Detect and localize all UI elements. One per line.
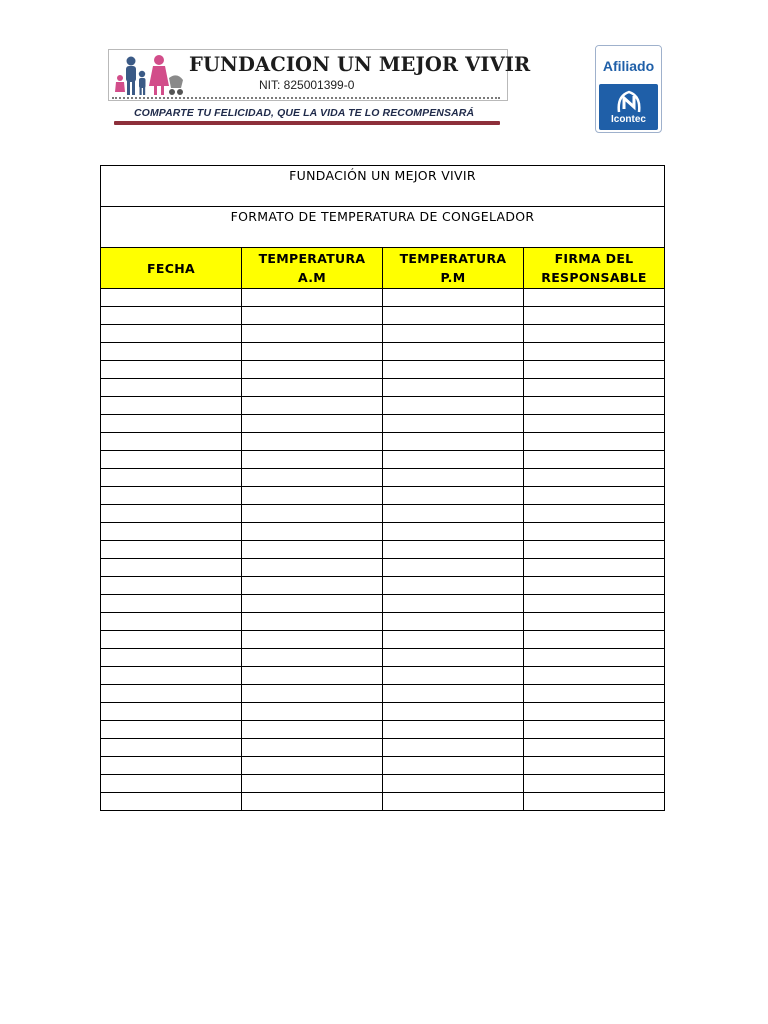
temp-pm-cell[interactable] bbox=[383, 613, 524, 631]
column-header-temp-am bbox=[242, 248, 383, 289]
temp-am-cell[interactable] bbox=[242, 379, 383, 397]
temp-am-cell[interactable] bbox=[242, 397, 383, 415]
temp-am-cell[interactable] bbox=[242, 289, 383, 307]
temp-pm-cell[interactable] bbox=[383, 757, 524, 775]
table-row bbox=[101, 415, 665, 433]
signature-cell[interactable] bbox=[524, 667, 665, 685]
temp-am-cell[interactable] bbox=[242, 739, 383, 757]
table-row bbox=[101, 541, 665, 559]
temperature-log-table bbox=[100, 165, 665, 811]
date-cell[interactable] bbox=[101, 343, 242, 361]
table-row bbox=[101, 685, 665, 703]
date-cell[interactable] bbox=[101, 613, 242, 631]
temp-pm-cell[interactable] bbox=[383, 469, 524, 487]
table-row bbox=[101, 667, 665, 685]
signature-cell[interactable] bbox=[524, 613, 665, 631]
icontec-logo-icon bbox=[615, 88, 643, 114]
date-cell[interactable] bbox=[101, 361, 242, 379]
table-row bbox=[101, 649, 665, 667]
form-subtitle: FORMATO DE TEMPERATURA DE CONGELADOR bbox=[230, 209, 535, 224]
temp-am-cell[interactable] bbox=[242, 415, 383, 433]
temp-am-cell[interactable] bbox=[242, 613, 383, 631]
temp-am-cell[interactable] bbox=[242, 559, 383, 577]
signature-cell[interactable] bbox=[524, 721, 665, 739]
table-row bbox=[101, 397, 665, 415]
column-header-row bbox=[101, 248, 665, 289]
temp-am-cell[interactable] bbox=[242, 307, 383, 325]
temp-am-cell[interactable] bbox=[242, 361, 383, 379]
table-row bbox=[101, 325, 665, 343]
date-cell[interactable] bbox=[101, 523, 242, 541]
temp-pm-cell[interactable] bbox=[383, 523, 524, 541]
signature-cell[interactable] bbox=[524, 307, 665, 325]
temp-am-cell[interactable] bbox=[242, 685, 383, 703]
column-header-temp-pm-line1: TEMPERATURA bbox=[399, 251, 507, 266]
badge-header bbox=[596, 46, 661, 86]
date-cell[interactable] bbox=[101, 505, 242, 523]
temp-am-cell[interactable] bbox=[242, 505, 383, 523]
table-row bbox=[101, 721, 665, 739]
temp-pm-cell[interactable] bbox=[383, 415, 524, 433]
temp-pm-cell[interactable] bbox=[383, 487, 524, 505]
date-cell[interactable] bbox=[101, 757, 242, 775]
badge-brand: Icontec bbox=[610, 114, 646, 125]
table-row bbox=[101, 361, 665, 379]
temp-pm-cell[interactable] bbox=[383, 685, 524, 703]
temp-am-cell[interactable] bbox=[242, 487, 383, 505]
table-row bbox=[101, 595, 665, 613]
banner-divider bbox=[112, 97, 500, 99]
date-cell[interactable] bbox=[101, 325, 242, 343]
temp-pm-cell[interactable] bbox=[383, 325, 524, 343]
temp-pm-cell[interactable] bbox=[383, 307, 524, 325]
signature-cell[interactable] bbox=[524, 361, 665, 379]
temp-pm-cell[interactable] bbox=[383, 361, 524, 379]
temp-pm-cell[interactable] bbox=[383, 739, 524, 757]
table-row bbox=[101, 487, 665, 505]
signature-cell[interactable] bbox=[524, 649, 665, 667]
form-title-cell bbox=[101, 166, 665, 207]
date-cell[interactable] bbox=[101, 415, 242, 433]
temp-am-cell[interactable] bbox=[242, 667, 383, 685]
date-cell[interactable] bbox=[101, 289, 242, 307]
temp-am-cell[interactable] bbox=[242, 649, 383, 667]
table-row bbox=[101, 343, 665, 361]
date-cell[interactable] bbox=[101, 307, 242, 325]
organization-name: FUNDACION UN MEJOR VIVIR bbox=[189, 53, 531, 76]
temp-pm-cell[interactable] bbox=[383, 343, 524, 361]
affiliation-badge bbox=[595, 45, 662, 133]
temp-pm-cell[interactable] bbox=[383, 703, 524, 721]
table-row bbox=[101, 631, 665, 649]
column-header-temp-pm bbox=[383, 248, 524, 289]
slogan: COMPARTE TU FELICIDAD, QUE LA VIDA TE LO RECOMPENSARÁ bbox=[134, 107, 475, 119]
table-row bbox=[101, 613, 665, 631]
table-row bbox=[101, 559, 665, 577]
temp-am-cell[interactable] bbox=[242, 523, 383, 541]
temp-pm-cell[interactable] bbox=[383, 595, 524, 613]
temp-pm-cell[interactable] bbox=[383, 775, 524, 793]
temp-am-cell[interactable] bbox=[242, 703, 383, 721]
temp-am-cell[interactable] bbox=[242, 343, 383, 361]
date-cell[interactable] bbox=[101, 469, 242, 487]
column-header-date bbox=[101, 248, 242, 289]
temp-pm-cell[interactable] bbox=[383, 379, 524, 397]
date-cell[interactable] bbox=[101, 397, 242, 415]
temp-am-cell[interactable] bbox=[242, 469, 383, 487]
temp-am-cell[interactable] bbox=[242, 577, 383, 595]
date-cell[interactable] bbox=[101, 379, 242, 397]
date-cell[interactable] bbox=[101, 433, 242, 451]
signature-cell[interactable] bbox=[524, 703, 665, 721]
signature-cell[interactable] bbox=[524, 343, 665, 361]
signature-cell[interactable] bbox=[524, 775, 665, 793]
date-cell[interactable] bbox=[101, 775, 242, 793]
signature-cell[interactable] bbox=[524, 415, 665, 433]
organization-banner bbox=[108, 49, 531, 101]
date-cell[interactable] bbox=[101, 703, 242, 721]
tax-id: NIT: 825001399-0 bbox=[259, 78, 355, 92]
signature-cell[interactable] bbox=[524, 595, 665, 613]
form-subtitle-cell bbox=[101, 207, 665, 248]
temp-pm-cell[interactable] bbox=[383, 577, 524, 595]
date-cell[interactable] bbox=[101, 487, 242, 505]
temp-am-cell[interactable] bbox=[242, 325, 383, 343]
temp-pm-cell[interactable] bbox=[383, 721, 524, 739]
signature-cell[interactable] bbox=[524, 487, 665, 505]
date-cell[interactable] bbox=[101, 721, 242, 739]
temp-pm-cell[interactable] bbox=[383, 793, 524, 811]
signature-cell[interactable] bbox=[524, 631, 665, 649]
signature-cell[interactable] bbox=[524, 523, 665, 541]
temp-pm-cell[interactable] bbox=[383, 451, 524, 469]
table-row bbox=[101, 433, 665, 451]
column-header-temp-am-line1: TEMPERATURA bbox=[258, 251, 366, 266]
table-row bbox=[101, 757, 665, 775]
signature-cell[interactable] bbox=[524, 379, 665, 397]
table-row bbox=[101, 703, 665, 721]
badge-panel bbox=[599, 84, 658, 130]
signature-cell[interactable] bbox=[524, 325, 665, 343]
date-cell[interactable] bbox=[101, 793, 242, 811]
signature-cell[interactable] bbox=[524, 757, 665, 775]
table-row bbox=[101, 577, 665, 595]
date-cell[interactable] bbox=[101, 577, 242, 595]
temp-am-cell[interactable] bbox=[242, 541, 383, 559]
temp-pm-cell[interactable] bbox=[383, 289, 524, 307]
temp-am-cell[interactable] bbox=[242, 721, 383, 739]
column-header-signature-line1: FIRMA DEL bbox=[554, 251, 634, 266]
date-cell[interactable] bbox=[101, 685, 242, 703]
column-header-signature bbox=[524, 248, 665, 289]
signature-cell[interactable] bbox=[524, 685, 665, 703]
date-cell[interactable] bbox=[101, 667, 242, 685]
temp-pm-cell[interactable] bbox=[383, 649, 524, 667]
signature-cell[interactable] bbox=[524, 289, 665, 307]
temp-pm-cell[interactable] bbox=[383, 505, 524, 523]
signature-cell[interactable] bbox=[524, 469, 665, 487]
date-cell[interactable] bbox=[101, 649, 242, 667]
signature-cell[interactable] bbox=[524, 577, 665, 595]
temp-am-cell[interactable] bbox=[242, 775, 383, 793]
temp-pm-cell[interactable] bbox=[383, 433, 524, 451]
date-cell[interactable] bbox=[101, 631, 242, 649]
table-row bbox=[101, 307, 665, 325]
temp-am-cell[interactable] bbox=[242, 433, 383, 451]
date-cell[interactable] bbox=[101, 595, 242, 613]
signature-cell[interactable] bbox=[524, 397, 665, 415]
column-header-signature-line2: RESPONSABLE bbox=[541, 270, 647, 285]
signature-cell[interactable] bbox=[524, 433, 665, 451]
form-title: FUNDACIÓN UN MEJOR VIVIR bbox=[289, 168, 476, 183]
family-icon bbox=[113, 52, 185, 98]
table-row bbox=[101, 469, 665, 487]
column-header-temp-am-line2: A.M bbox=[298, 270, 326, 285]
signature-cell[interactable] bbox=[524, 505, 665, 523]
temp-pm-cell[interactable] bbox=[383, 631, 524, 649]
signature-cell[interactable] bbox=[524, 541, 665, 559]
table-row bbox=[101, 793, 665, 811]
date-cell[interactable] bbox=[101, 541, 242, 559]
signature-cell[interactable] bbox=[524, 451, 665, 469]
temp-pm-cell[interactable] bbox=[383, 397, 524, 415]
signature-cell[interactable] bbox=[524, 793, 665, 811]
temp-am-cell[interactable] bbox=[242, 595, 383, 613]
date-cell[interactable] bbox=[101, 451, 242, 469]
signature-cell[interactable] bbox=[524, 559, 665, 577]
table-row bbox=[101, 523, 665, 541]
table-row bbox=[101, 775, 665, 793]
temp-am-cell[interactable] bbox=[242, 451, 383, 469]
temp-pm-cell[interactable] bbox=[383, 541, 524, 559]
signature-cell[interactable] bbox=[524, 739, 665, 757]
table-row bbox=[101, 379, 665, 397]
badge-label: Afiliado bbox=[602, 58, 655, 74]
temp-am-cell[interactable] bbox=[242, 793, 383, 811]
date-cell[interactable] bbox=[101, 559, 242, 577]
date-cell[interactable] bbox=[101, 739, 242, 757]
table-row bbox=[101, 451, 665, 469]
table-row bbox=[101, 505, 665, 523]
column-header-date-label: FECHA bbox=[147, 260, 195, 276]
table-row bbox=[101, 289, 665, 307]
temp-pm-cell[interactable] bbox=[383, 667, 524, 685]
column-header-temp-pm-line2: P.M bbox=[440, 270, 466, 285]
temp-am-cell[interactable] bbox=[242, 757, 383, 775]
slogan-underline bbox=[114, 121, 500, 125]
temp-pm-cell[interactable] bbox=[383, 559, 524, 577]
temp-am-cell[interactable] bbox=[242, 631, 383, 649]
table-row bbox=[101, 739, 665, 757]
